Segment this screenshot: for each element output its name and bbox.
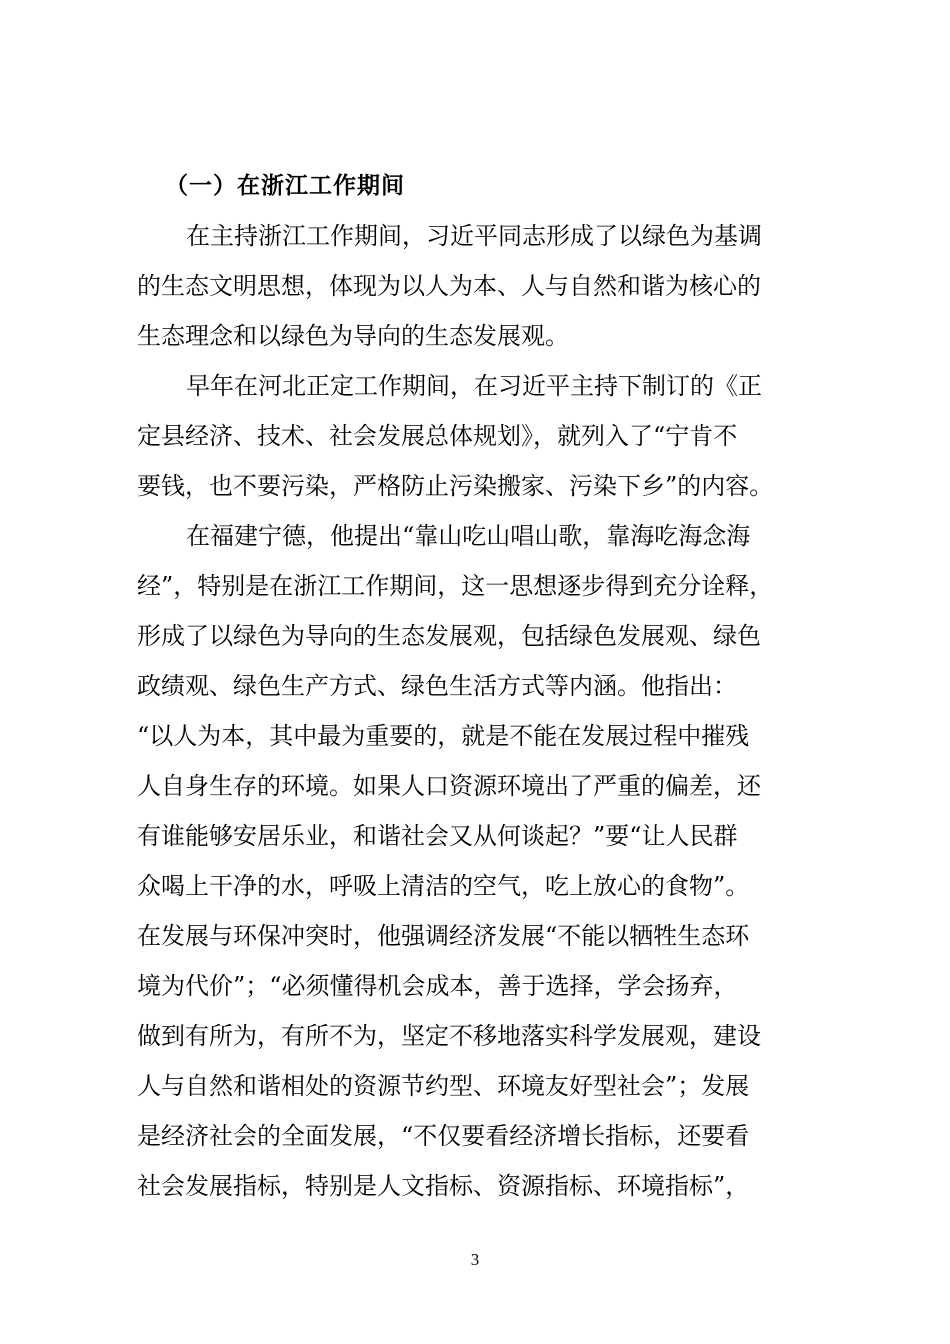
paragraph-3-line-1: 在福建宁德，他提出“靠山吃山唱山歌，靠海吃海念海 [186,522,751,550]
paragraph-3-line-11: 做到有所为，有所不为，坚定不移地落实科学发展观，建设 [137,1022,761,1050]
section-heading: （一）在浙江工作期间 [165,173,405,199]
paragraph-3-line-2: 经”，特别是在浙江工作期间，这一思想逐步得到充分诠释， [137,572,774,600]
paragraph-3-line-6: 人自身生存的环境。如果人口资源环境出了严重的偏差，还 [137,772,761,800]
paragraph-3-line-4: 政绩观、绿色生产方式、绿色生活方式等内涵。他指出： [137,672,737,700]
paragraph-1-line-3: 生态理念和以绿色为导向的生态发展观。 [137,322,569,350]
paragraph-3-line-12: 人与自然和谐相处的资源节约型、环境友好型社会”；发展 [137,1072,750,1100]
page-number: 3 [470,1250,480,1269]
paragraph-3-line-7: 有谁能够安居乐业，和谐社会又从何谈起？”要“让人民群 [137,822,738,850]
paragraph-3-line-14: 社会发展指标，特别是人文指标、资源指标、环境指标”， [137,1172,750,1200]
paragraph-1-line-2: 的生态文明思想，体现为以人为本、人与自然和谐为核心的 [137,272,761,300]
paragraph-3-line-13: 是经济社会的全面发展，“不仅要看经济增长指标，还要看 [137,1122,750,1150]
paragraph-1-line-1: 在主持浙江工作期间，习近平同志形成了以绿色为基调 [186,222,762,250]
paragraph-3-line-9: 在发展与环保冲突时，他强调经济发展“不能以牺牲生态环 [137,922,750,950]
paragraph-2-line-2: 定县经济、技术、社会发展总体规划》，就列入了“宁肯不 [137,422,738,450]
paragraph-3-line-10: 境为代价”；“必须懂得机会成本，善于选择，学会扬弃， [137,972,738,1000]
paragraph-2-line-3: 要钱，也不要污染，严格防止污染搬家、污染下乡”的内容。 [137,472,774,500]
paragraph-3-line-3: 形成了以绿色为导向的生态发展观，包括绿色发展观、绿色 [137,622,761,650]
paragraph-3-line-8: 众喝上干净的水，呼吸上清洁的空气，吃上放心的食物”。 [137,872,750,900]
paragraph-3-line-5: “以人为本，其中最为重要的，就是不能在发展过程中摧残 [137,722,750,750]
paragraph-2-line-1: 早年在河北正定工作期间，在习近平主持下制订的《正 [186,372,762,400]
